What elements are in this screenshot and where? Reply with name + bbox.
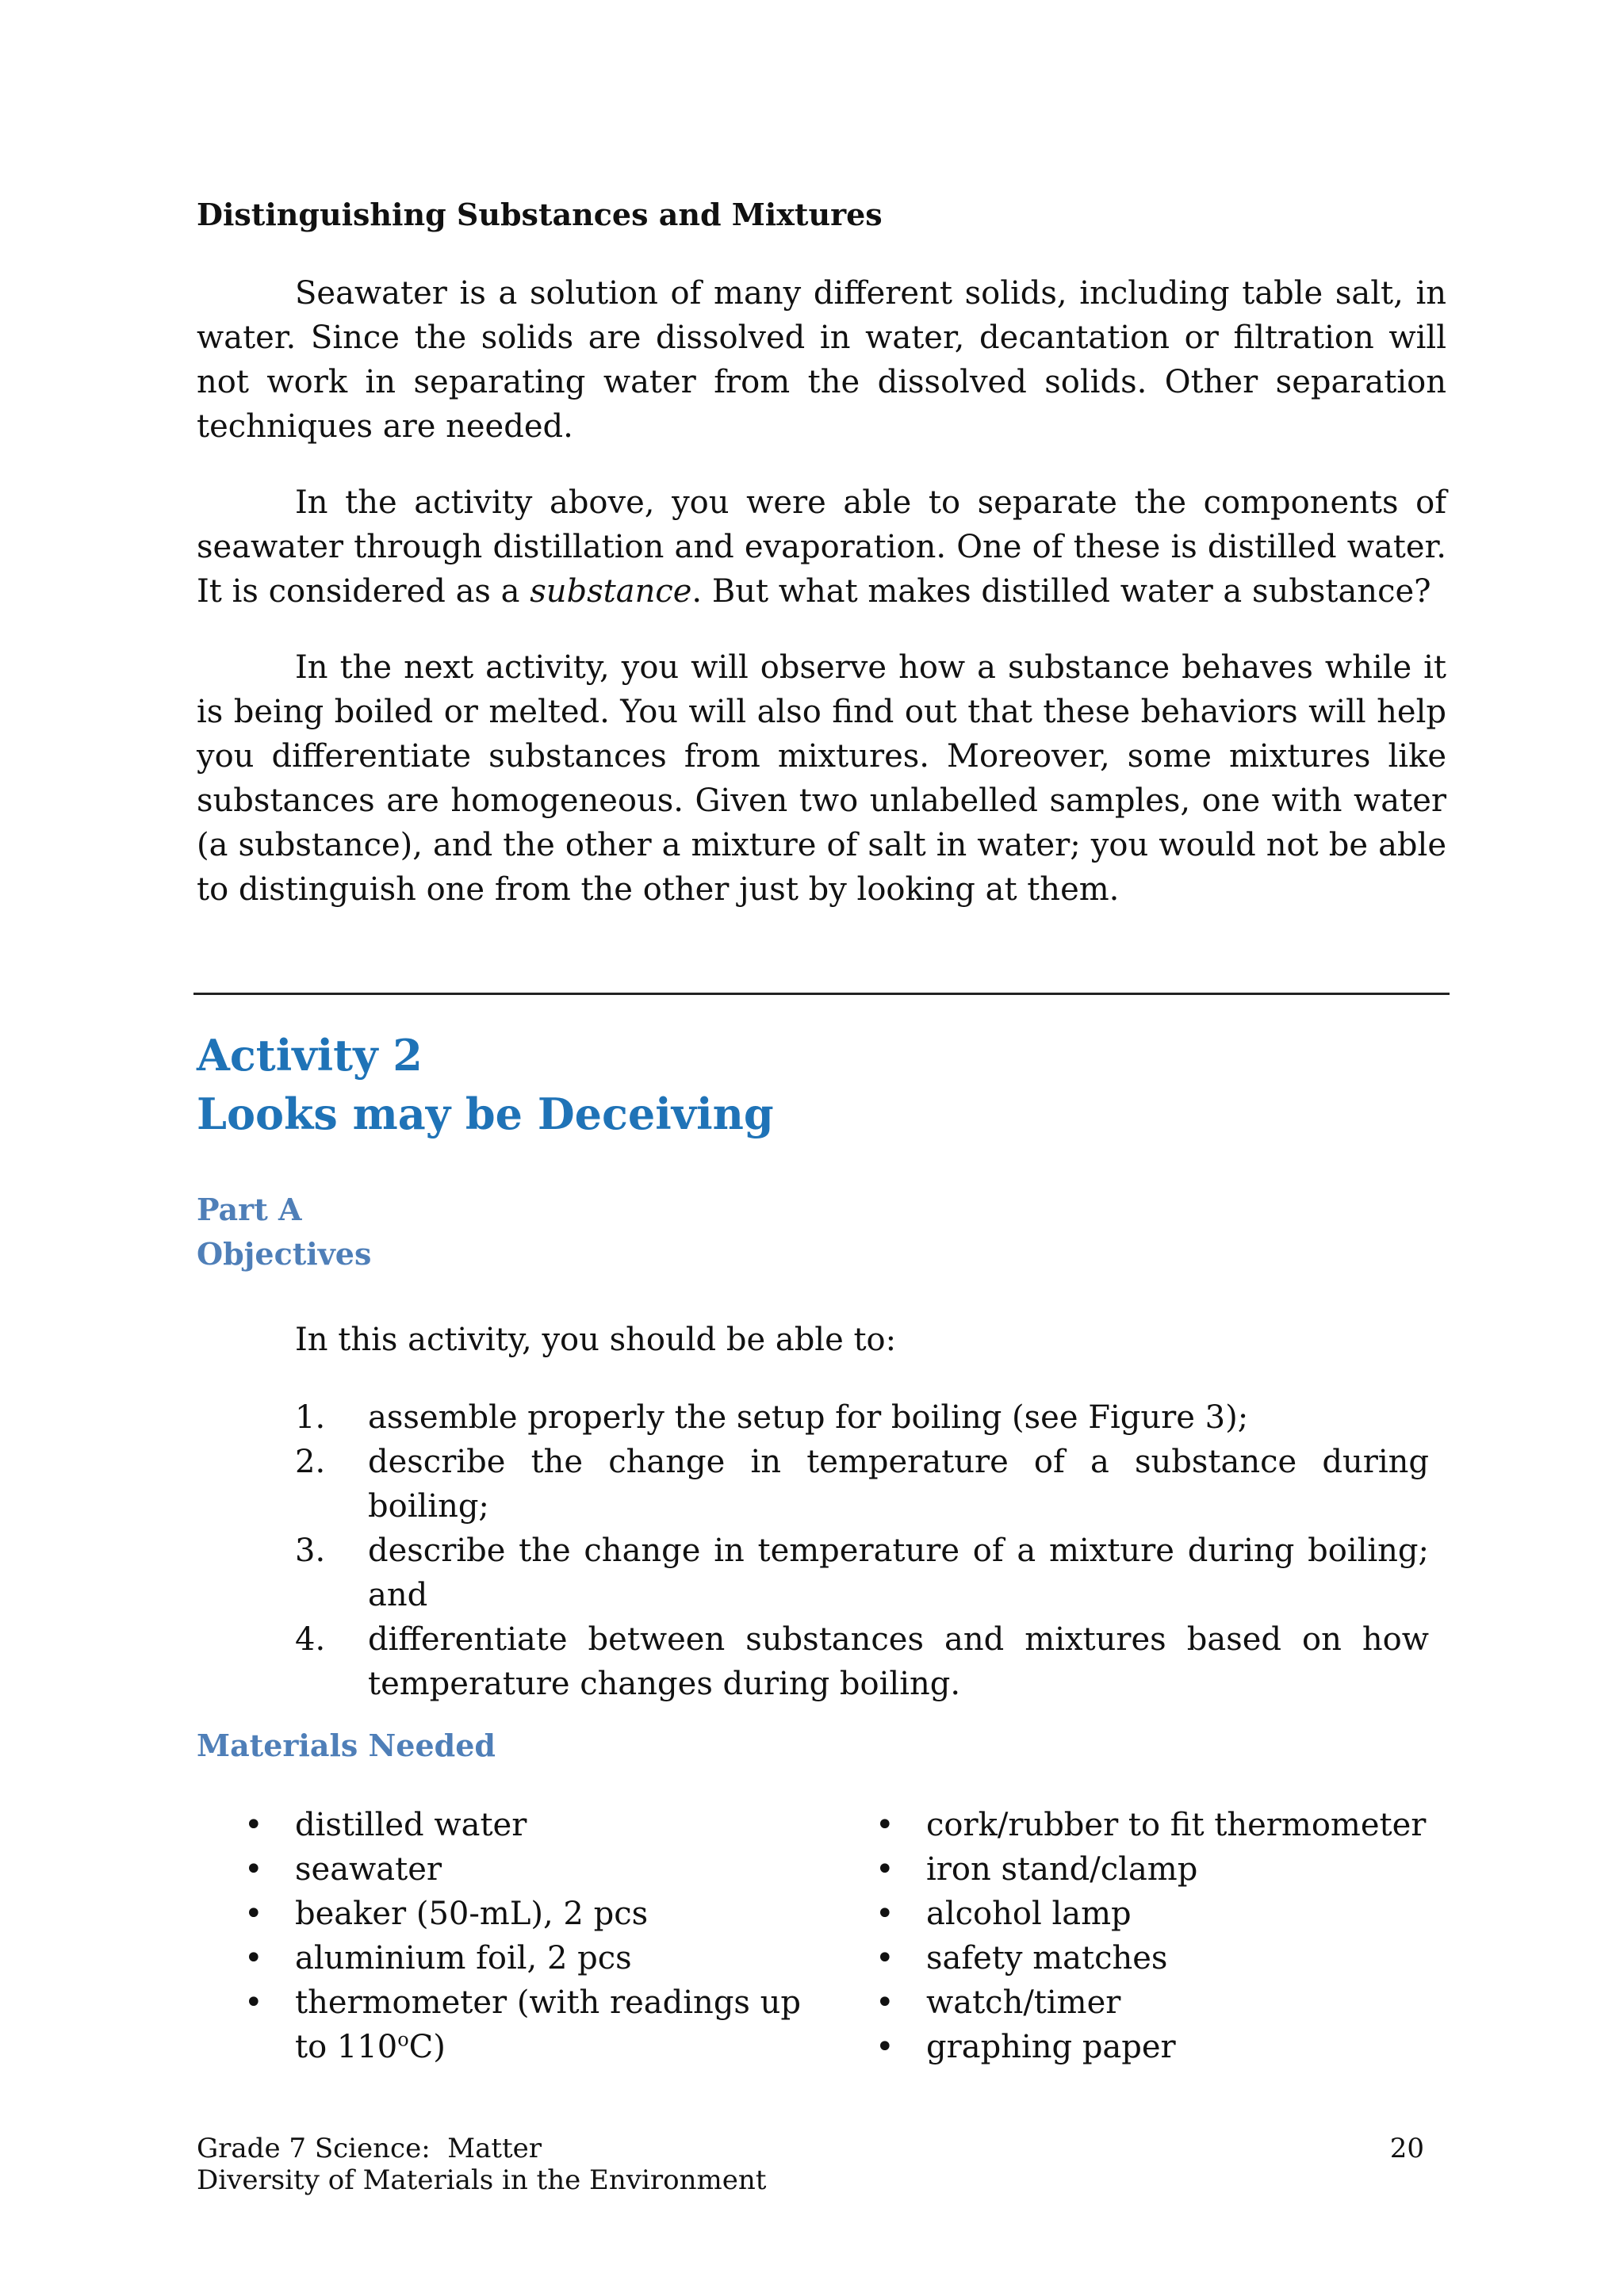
footer-line-1: Grade 7 Science: Matter [197,2133,542,2164]
objective-number: 1. [295,1399,326,1436]
material-text: alcohol lamp [926,1896,1132,1932]
materials-list-right [828,1803,1446,2069]
material-item [828,1892,1446,1936]
material-item [828,1803,1446,1847]
material-item [828,1847,1446,1892]
bullet-icon: • [244,1896,263,1932]
paragraph-distillation-text: In the activity above, you were able to separate the components of seawater through distillation and evaporation. One of these is distilled water. It is considered as a [197,484,1446,610]
material-text: graphing paper [926,2029,1176,2065]
bullet-icon: • [244,1851,263,1888]
material-text: seawater [295,1851,442,1888]
bullet-icon: • [875,1984,894,2021]
objective-number: 2. [295,1444,326,1480]
objective-item [295,1395,1429,1440]
substance-emphasis: substance [530,573,692,610]
degree-superscript: o [397,2028,409,2051]
material-item [197,1980,815,2069]
material-item [197,1803,815,1847]
paragraph-next-activity: In the next activity, you will observe how a substance behaves while it is being boiled or melted. You will also find out that these behaviors will help you differentiate substances from mixtures. Moreover, some mixtures like substances are homogeneous. Given two unlabelled samples, one with water (a substance), and the other a mixture of salt in water; you would not be able to distinguish one from the other just by looking at them. [197,649,1446,908]
objective-item [295,1440,1429,1529]
bullet-icon: • [875,1807,894,1843]
objective-number: 3. [295,1533,326,1569]
material-item [197,1847,815,1892]
page-number: 20 [1389,2133,1424,2164]
objective-text: assemble properly the setup for boiling (see Figure 3); [368,1399,1249,1436]
objective-text: describe the change in temperature of a substance during boiling; [368,1444,1429,1525]
objective-text: describe the change in temperature of a mixture during boiling; and [368,1533,1429,1613]
bullet-icon: • [244,1807,263,1843]
material-item [828,2025,1446,2069]
part-heading: Part A [197,1192,302,1227]
objective-number: 4. [295,1621,326,1658]
objective-text: differentiate between substances and mixtures based on how temperature changes during boiling. [368,1621,1429,1702]
bullet-icon: • [244,1940,263,1976]
footer-course [197,2133,766,2196]
material-text: safety matches [926,1940,1168,1976]
activity-title: Looks may be Deceiving [197,1089,774,1139]
objective-item [295,1617,1429,1706]
horizontal-divider [193,993,1450,995]
bullet-icon: • [244,1984,263,2021]
activity-number: Activity 2 [197,1030,423,1081]
material-item [197,1892,815,1936]
material-text: beaker (50-mL), 2 pcs [295,1896,649,1932]
material-text-end: C) [408,2029,446,2065]
objectives-intro: In this activity, you should be able to: [295,1322,897,1358]
material-text: iron stand/clamp [926,1851,1198,1888]
footer-line-2: Diversity of Materials in the Environment [197,2164,767,2196]
material-text: aluminium foil, 2 pcs [295,1940,632,1976]
material-text: distilled water [295,1807,527,1843]
material-text: thermometer (with readings up to 110 [295,1984,802,2065]
materials-list-left [197,1803,815,2069]
section-heading: Distinguishing Substances and Mixtures [197,197,883,232]
material-text: watch/timer [926,1984,1121,2021]
paragraph-seawater: Seawater is a solution of many different solids, including table salt, in water. Since the solids are dissolved in water, decantation or filtration will not work in separating water from the dissolved solids. Other separation techniques are needed. [197,275,1446,445]
materials-heading: Materials Needed [197,1728,496,1763]
bullet-icon: • [875,1851,894,1888]
objectives-list [295,1395,1429,1706]
bullet-icon: • [875,1940,894,1976]
paragraph-distillation [197,480,1446,614]
material-item [197,1936,815,1980]
objective-item [295,1529,1429,1617]
material-text: cork/rubber to fit thermometer [926,1807,1427,1843]
material-item [828,1980,1446,2025]
bullet-icon: • [875,1896,894,1932]
objectives-heading: Objectives [197,1236,372,1272]
material-item [828,1936,1446,1980]
bullet-icon: • [875,2029,894,2065]
paragraph-distillation-text-end: . But what makes distilled water a substance? [691,573,1431,610]
